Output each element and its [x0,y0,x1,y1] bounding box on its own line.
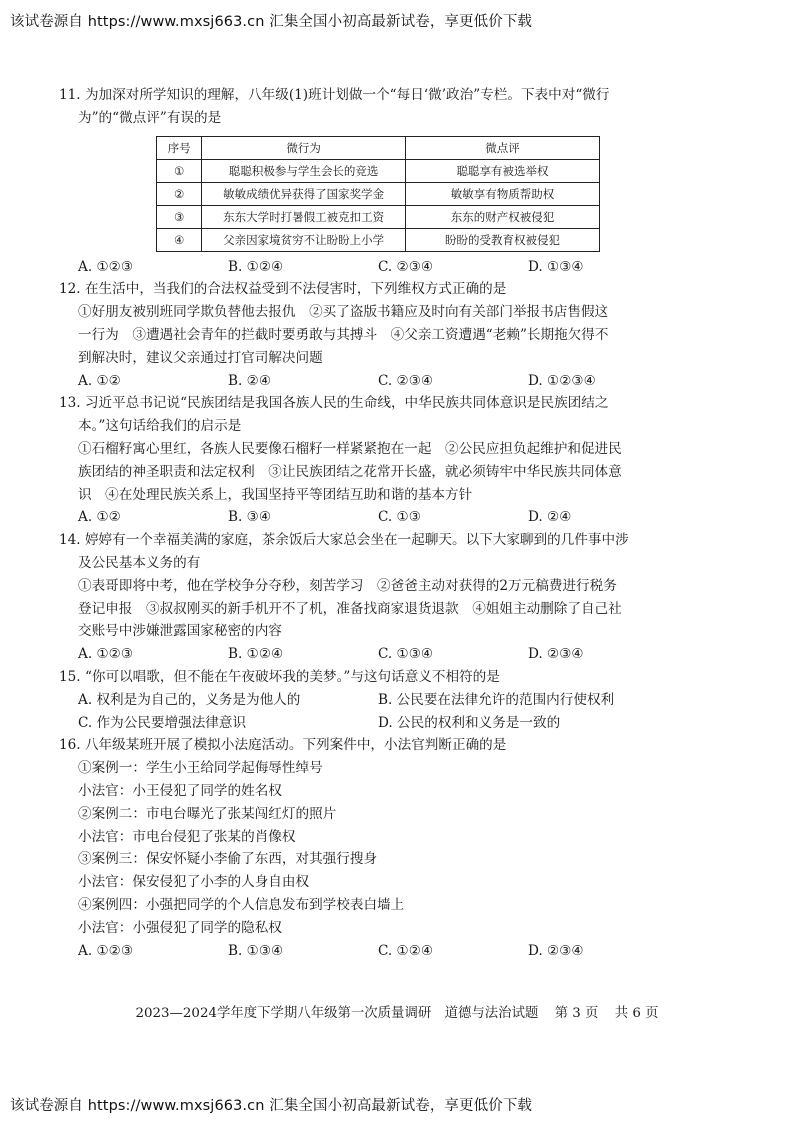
question-16 [60,734,750,962]
question-13-body-line: ①石榴籽寓心里红，各族人民要像石榴籽一样紧紧抱在一起 ②公民应担负起维护和促进民 [78,440,622,457]
question-14-body-line: 登记申报 ③叔叔刚买的新手机开不了机，准备找商家退货退款 ④姐姐主动删除了自己社 [78,600,622,617]
banner-prefix: 该试卷源自 [10,1098,83,1114]
footer-total-pages: 共 6 页 [614,1006,659,1021]
question-16-case-line: ③案例三：保安怀疑小李偷了东西，对其强行搜身 [78,851,378,868]
option-b: B. ②④ [228,372,272,389]
question-14-options [60,643,750,666]
table-header-cell: 微行为 [202,136,405,159]
table-row [157,159,600,182]
table-cell: 敏敏享有物质帮助权 [405,182,599,205]
question-15-stem: 15. “你可以唱歌，但不能在午夜破坏我的美梦。”与这句话意义不相符的是 [59,668,500,685]
banner-url-link[interactable]: https://www.mxsj663.cn [87,1098,265,1114]
option-d: D. ②③④ [528,646,584,663]
question-13-options [60,506,750,529]
question-12-body-line: 一行为 ③遭遇社会青年的拦截时要勇敢与其搏斗 ④父亲工资遭遇“老赖”长期拖欠得不 [78,326,609,343]
option-d: D. ②④ [528,509,572,526]
table-cell: 父亲因家境贫穷不让盼盼上小学 [202,228,405,251]
question-12 [60,278,750,392]
option-c: C. ①③ [378,509,421,526]
question-13 [60,392,750,529]
question-12-body-line: 到解决时，建议父亲通过打官司解决问题 [78,349,323,366]
question-16-judge-line: 小法官：市电台侵犯了张某的肖像权 [78,828,296,845]
question-11-stem-line-1: 11. 为加深对所学知识的理解，八年级(1)班计划做一个“每日‘微’政治”专栏。下表中对“微行 [59,87,610,103]
question-15 [60,666,750,734]
page-footer [0,1002,794,1021]
table-cell: ② [157,182,202,205]
option-a: A. ①②③ [78,258,134,275]
question-16-stem: 16. 八年级某班开展了模拟小法庭活动。下列案件中，小法官判断正确的是 [59,737,507,754]
question-12-options [60,370,750,393]
question-15-options [60,689,750,735]
question-11-options [60,256,750,279]
question-11 [60,84,750,278]
bottom-banner [10,1094,780,1115]
question-14-stem-line-2: 及公民基本义务的有 [78,554,201,571]
question-16-case-line: ②案例二：市电台曝光了张某闯红灯的照片 [78,805,337,822]
table-cell: ③ [157,205,202,228]
question-16-judge-line: 小法官：保安侵犯了小李的人身自由权 [78,874,310,891]
banner-url-link[interactable]: https://www.mxsj663.cn [87,14,265,30]
table-row [157,228,600,251]
top-banner [10,10,780,31]
table-cell: ① [157,159,202,182]
question-13-stem-line-2: 本。”这句话给我们的启示是 [78,418,242,435]
option-a: A. ①② [78,509,121,526]
question-16-case-line: ①案例一：学生小王给同学起侮辱性绰号 [78,760,323,777]
option-b: B. ①③④ [228,942,284,959]
option-a: A. ①②③ [78,942,134,959]
table-header-cell: 序号 [157,136,202,159]
option-a: A. ①②③ [78,646,134,663]
option-d: D. ①②③④ [528,372,596,389]
question-14 [60,529,750,666]
option-b: B. ③④ [228,509,272,526]
option-c: C. ①②④ [378,942,434,959]
option-c: C. ②③④ [378,372,434,389]
table-header-row [157,136,600,159]
question-14-body-line: ①表哥即将中考，他在学校争分夺秒，刻苦学习 ②爸爸主动对获得的2万元稿费进行税务 [78,577,617,594]
question-16-options [60,940,750,963]
question-12-stem: 12. 在生活中，当我们的合法权益受到不法侵害时，下列维权方式正确的是 [59,281,507,298]
banner-suffix: 汇集全国小初高最新试卷，享更低价下载 [269,14,533,30]
question-14-stem-line-1: 14. 婷婷有一个幸福美满的家庭，茶余饭后大家总会坐在一起聊天。以下大家聊到的几件事中涉 [59,532,629,549]
micro-behavior-table [156,136,600,252]
question-11-stem-line-2: 为”的“微点评”有误的是 [78,109,222,126]
footer-page-number: 第 3 页 [554,1006,599,1021]
option-d: D. ①③④ [528,258,584,275]
option-a: A. 权利是为自己的，义务是为他人的 [78,691,301,708]
option-d: D. ②③④ [528,942,584,959]
table-cell: 盼盼的受教育权被侵犯 [405,228,599,251]
banner-prefix: 该试卷源自 [10,14,83,30]
question-16-judge-line: 小法官：小强侵犯了同学的隐私权 [78,919,282,936]
option-d: D. 公民的权利和义务是一致的 [378,714,561,731]
table-cell: 聪聪积极参与学生会长的竞选 [202,159,405,182]
table-row [157,205,600,228]
option-b: B. ①②④ [228,646,284,663]
table-cell: ④ [157,228,202,251]
table-header-cell: 微点评 [405,136,599,159]
option-a: A. ①② [78,372,121,389]
question-14-body-line: 交账号中涉嫌泄露国家秘密的内容 [78,623,282,640]
table-cell: 聪聪享有被选举权 [405,159,599,182]
footer-exam-title: 2023—2024学年度下学期八年级第一次质量调研 道德与法治试题 [135,1006,539,1021]
option-c: C. ①③④ [378,646,434,663]
table-row [157,182,600,205]
question-13-body-line: 识 ④在处理民族关系上，我国坚持平等团结互助和谐的基本方针 [78,486,473,503]
option-c: C. ②③④ [378,258,434,275]
question-13-body-line: 族团结的神圣职责和法定权利 ③让民族团结之花常开长盛，就必须铸牢中华民族共同体意 [78,463,622,480]
question-16-judge-line: 小法官：小王侵犯了同学的姓名权 [78,782,282,799]
option-b: B. 公民要在法律允许的范围内行使权利 [378,691,615,708]
option-b: B. ①②④ [228,258,284,275]
exam-content [60,84,750,962]
question-12-body-line: ①好朋友被别班同学欺负替他去报仇 ②买了盗版书籍应及时向有关部门举报书店售假这 [78,304,609,321]
banner-suffix: 汇集全国小初高最新试卷，享更低价下载 [269,1098,533,1114]
option-c: C. 作为公民要增强法律意识 [78,714,247,731]
table-cell: 敏敏成绩优异获得了国家奖学金 [202,182,405,205]
question-13-stem-line-1: 13. 习近平总书记说“民族团结是我国各族人民的生命线，中华民族共同体意识是民族团结之 [59,395,609,412]
table-cell: 东东大学时打暑假工被克扣工资 [202,205,405,228]
table-cell: 东东的财产权被侵犯 [405,205,599,228]
question-16-case-line: ④案例四：小强把同学的个人信息发布到学校表白墙上 [78,896,405,913]
